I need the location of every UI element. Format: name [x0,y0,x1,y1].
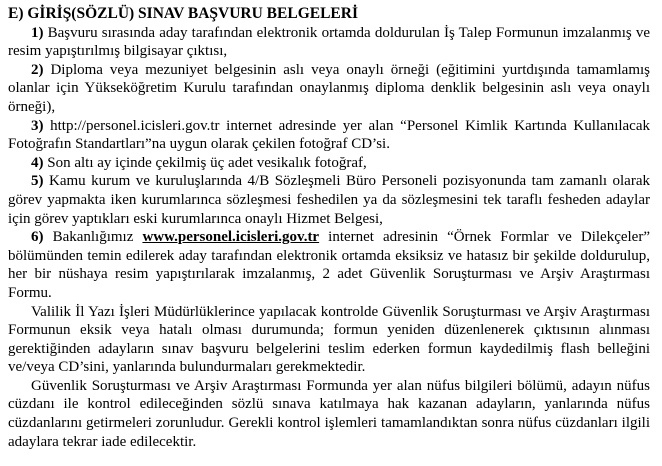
item-number: 1) [31,24,48,41]
paragraph [8,117,650,154]
paragraph [8,303,650,377]
item-number: 3) [31,117,51,134]
url-link[interactable]: www.personel.icisleri.gov.tr [142,229,320,246]
text-run: Güvenlik Soruşturması ve Arşiv Araştırması Formunda yer alan nüfus bilgileri bölümü, adayın nüfus cüzdanı ile kontrol edileceğinden sözlü sınava katılmaya hak kazanan adayların, yanlarında nüfus cüzdanlarını getirmeleri zorunludur. Gerekli kontrol işlemleri tamamlandıktan sonra nüfus cüzdanları ilgili adaylara tekrar iade edilecektir. [8,377,650,450]
item-number: 6) [31,229,53,246]
text-run: Bakanlığımız [52,229,143,246]
paragraph [8,172,650,228]
paragraph [8,24,650,61]
paragraph [8,377,650,451]
paragraph [8,228,650,302]
document-body [8,24,650,452]
text-run: Başvuru sırasında aday tarafından elektronik ortamda doldurulan İş Talep Formunun imzalanmış ve resim yapıştırılmış bilgisayar çıktısı, [8,24,650,60]
text-run: Diploma veya mezuniyet belgesinin aslı veya onaylı örneği (eğitimini yurtdışında tamamlamış olanlar için Yükseköğretim Kurulu tarafından onaylanmış diploma denklik belgesinin aslı veya onaylı örneği), [8,61,650,115]
text-run: Valilik İl Yazı İşleri Müdürlüklerince yapılacak kontrolde Güvenlik Soruşturması ve Arşiv Araştırması Formunun eksik veya hatalı olması durumunda; formun yeniden düzenlenerek çıktısının alınması gerektiğinden adayların sınav başvuru belgelerini teslim ederken formun kaydedilmiş flash belleğini ve/veya CD’sini, yanlarında bulundurmaları gerekmektedir. [8,303,650,376]
text-run: Kamu kurum ve kuruluşlarında 4/B Sözleşmeli Büro Personeli pozisyonunda tam zamanlı olarak görev yapmakta iken kurumlarınca sözleşmesi feshedilen ya da sözleşmesini tek taraflı fesheden adaylar için görev yaptıkları eski kurumlarınca onaylı Hizmet Belgesi, [8,173,650,227]
item-number: 5) [31,173,49,190]
item-number: 2) [31,61,51,78]
text-run: http://personel.icisleri.gov.tr internet adresinde yer alan “Personel Kimlik Kartında Kullanılacak Fotoğrafın Standartları”na uygun olarak çekilen fotoğraf CD’si. [8,117,650,153]
item-number: 4) [31,154,48,171]
document-title: E) GİRİŞ(SÖZLÜ) SINAV BAŞVURU BELGELERİ [8,5,358,22]
text-run: internet adresinin “Örnek Formlar ve Dilekçeler” bölümünden temin edilerek aday tarafından elektronik ortamda eksiksiz ve hatasız bir şekilde doldurulup, her bir nüshaya resim yapıştırılarak imzalanmış, 2 adet Güvenlik Soruşturması ve Arşiv Araştırması Formu. [8,229,650,301]
paragraph [8,154,650,173]
paragraph [8,61,650,117]
text-run: Son altı ay içinde çekilmiş üç adet vesikalık fotoğraf, [47,154,367,171]
